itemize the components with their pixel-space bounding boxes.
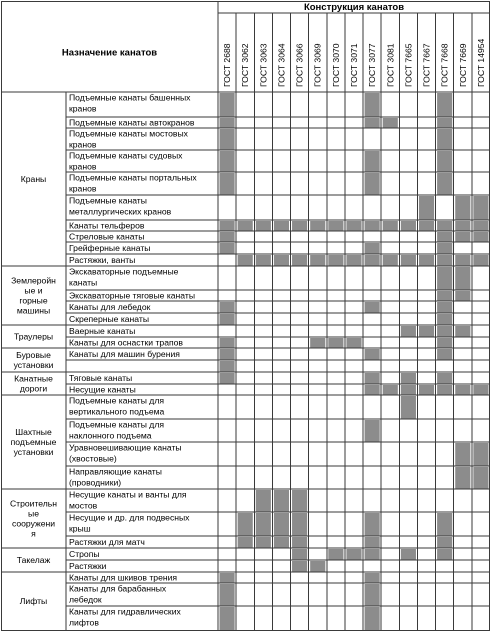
row-label: Растяжки, ванты [69, 255, 136, 265]
group-label: Такелаж [16, 555, 51, 565]
filled-cell [437, 338, 452, 348]
filled-cell [238, 255, 253, 266]
row-label: Экскаваторные подъемные [69, 266, 179, 277]
filled-cell [365, 573, 380, 583]
filled-cell [328, 338, 343, 348]
filled-cell [365, 118, 380, 128]
filled-cell [328, 255, 343, 266]
group-label: Строительн [9, 498, 58, 509]
filled-cell [365, 221, 380, 231]
filled-cell [220, 221, 235, 231]
filled-cell [220, 373, 235, 384]
row-label: Подъемные канаты автокранов [69, 117, 195, 128]
gost-header: ГОСТ 7669 [457, 43, 468, 87]
gost-header: ГОСТ 7667 [421, 43, 432, 87]
filled-cell [274, 221, 289, 231]
filled-cell [455, 467, 470, 489]
group-label: я [31, 528, 36, 539]
filled-cell [473, 221, 488, 231]
group-label: Землеройн [11, 275, 56, 286]
row-label: кранов [69, 161, 97, 172]
row-label: Тяговые канаты [69, 373, 133, 383]
row-label: Подъемные канаты башенных [69, 92, 191, 103]
filled-cell [473, 232, 488, 242]
gost-header: ГОСТ 14954 [475, 38, 486, 87]
row-label: Канаты для шкивов трения [69, 572, 178, 583]
row-label: Канаты для барабанных [69, 583, 167, 594]
filled-cell [455, 255, 470, 266]
row-label: Подъемные канаты портальных [69, 172, 197, 183]
group-label: установки [13, 447, 54, 457]
filled-cell [310, 255, 325, 266]
row-label: Растяжки [69, 561, 107, 571]
header-construction: Конструкция канатов [303, 2, 405, 13]
row-label: (хвостовые) [69, 453, 117, 464]
group-label: Краны [20, 174, 47, 184]
group-label: Канатные [14, 373, 53, 384]
row-label: Канаты для машин бурения [69, 349, 180, 359]
filled-cell [256, 221, 271, 231]
filled-cell [220, 338, 235, 348]
filled-cell [401, 255, 416, 266]
filled-cell [292, 513, 307, 536]
filled-cell [437, 118, 452, 128]
filled-cell [401, 396, 416, 419]
filled-cell [274, 490, 289, 512]
row-label: Канаты тельферов [69, 220, 145, 231]
filled-cell [437, 513, 452, 536]
filled-cell [437, 129, 452, 150]
filled-cell [220, 584, 235, 606]
filled-cell [365, 420, 380, 442]
row-label: Грейферные канаты [69, 243, 151, 253]
filled-cell [437, 93, 452, 117]
filled-cell [292, 549, 307, 560]
filled-cell [292, 561, 307, 572]
row-label: Стропы [69, 549, 100, 559]
filled-cell [437, 267, 452, 290]
row-label: лифтов [69, 617, 99, 628]
filled-cell [365, 537, 380, 548]
filled-cell [419, 255, 434, 266]
filled-cell [437, 385, 452, 395]
gost-header: ГОСТ 3077 [367, 43, 378, 87]
filled-cell [437, 151, 452, 172]
gost-header: ГОСТ 3062 [240, 43, 251, 87]
filled-cell [455, 291, 470, 301]
filled-cell [437, 314, 452, 325]
filled-cell [274, 513, 289, 536]
row-label: Ваерные канаты [69, 326, 136, 336]
gost-header: ГОСТ 2688 [222, 43, 233, 87]
header-purpose: Назначение канатов [61, 47, 158, 59]
filled-cell [437, 373, 452, 384]
filled-cell [419, 196, 434, 220]
row-label: (проводники) [69, 477, 122, 488]
filled-cell [473, 385, 488, 395]
filled-cell [473, 443, 488, 466]
gost-header: ГОСТ 7668 [439, 43, 450, 87]
filled-cell [256, 255, 271, 266]
row-label: кранов [69, 183, 97, 194]
row-label: наклонного подъема [69, 430, 152, 441]
gost-header: ГОСТ 3063 [258, 43, 269, 87]
group-label: Буровые [16, 350, 51, 360]
filled-cell [365, 373, 380, 384]
row-label: лебедок [69, 594, 102, 605]
filled-cell [256, 513, 271, 536]
filled-cell [455, 232, 470, 242]
filled-cell [383, 385, 398, 395]
filled-cell [328, 221, 343, 231]
filled-cell [419, 326, 434, 337]
filled-cell [437, 302, 452, 313]
filled-cell [365, 584, 380, 606]
filled-cell [401, 373, 416, 384]
filled-cell [346, 221, 361, 231]
row-label: крыш [69, 523, 91, 534]
filled-cell [455, 221, 470, 231]
gost-header: ГОСТ 3070 [330, 43, 341, 87]
filled-cell [220, 573, 235, 583]
row-label: Несущие канаты и ванты для [69, 489, 187, 500]
row-label: Канаты для оснастки трапов [69, 337, 183, 348]
row-label: кранов [69, 139, 97, 150]
filled-cell [455, 196, 470, 220]
filled-cell [419, 221, 434, 231]
filled-cell [437, 326, 452, 337]
row-label: Канаты для лебедок [69, 302, 151, 312]
filled-cell [220, 314, 235, 325]
gost-header: ГОСТ 3081 [385, 43, 396, 87]
row-label: Подъемные канаты мостовых [69, 128, 188, 139]
filled-cell [256, 537, 271, 548]
filled-cell [401, 549, 416, 560]
filled-cell [437, 349, 452, 360]
row-label: Несущие канаты [69, 384, 136, 395]
group-label: сооружени [11, 518, 56, 529]
filled-cell [220, 607, 235, 630]
filled-cell [437, 232, 452, 242]
filled-cell [473, 467, 488, 489]
row-label: Растяжки для матч [69, 537, 145, 547]
group-label: Траулеры [13, 331, 54, 342]
filled-cell [365, 349, 380, 360]
filled-cell [292, 221, 307, 231]
gost-header: ГОСТ 3066 [294, 43, 305, 87]
filled-cell [346, 338, 361, 348]
filled-cell [365, 549, 380, 560]
filled-cell [401, 326, 416, 337]
row-label: Несущие и др. для подвесных [69, 512, 190, 523]
filled-cell [220, 361, 235, 372]
row-label: металлургических кранов [69, 206, 172, 217]
filled-cell [383, 118, 398, 128]
filled-cell [437, 243, 452, 254]
filled-cell [419, 385, 434, 395]
filled-cell [238, 513, 253, 536]
row-label: Экскаваторные тяговые канаты [69, 290, 196, 301]
filled-cell [437, 549, 452, 560]
filled-cell [220, 118, 235, 128]
filled-cell [274, 255, 289, 266]
filled-cell [455, 443, 470, 466]
row-label: Подъемные канаты для [69, 395, 164, 406]
filled-cell [455, 385, 470, 395]
filled-cell [220, 173, 235, 195]
filled-cell [401, 221, 416, 231]
row-label: кранов [69, 103, 97, 114]
row-label: Стреловые канаты [69, 231, 145, 242]
filled-cell [274, 537, 289, 548]
filled-cell [365, 607, 380, 630]
gost-header: ГОСТ 3071 [349, 43, 359, 87]
filled-cell [310, 338, 325, 348]
group-label: машины [16, 305, 51, 316]
filled-cell [220, 243, 235, 254]
filled-cell [220, 349, 235, 360]
group-label: ые и [24, 285, 43, 296]
filled-cell [473, 196, 488, 220]
gost-header: ГОСТ 3069 [312, 43, 323, 87]
filled-cell [455, 267, 470, 290]
filled-cell [292, 537, 307, 548]
filled-cell [256, 490, 271, 512]
gost-header: ГОСТ 7665 [403, 43, 414, 87]
row-label: Подъемные канаты судовых [69, 150, 183, 161]
filled-cell [365, 385, 380, 395]
filled-cell [383, 221, 398, 231]
row-label: Подъемные канаты для [69, 419, 164, 430]
row-label: вертикального подъема [69, 406, 165, 417]
filled-cell [220, 232, 235, 242]
filled-cell [401, 385, 416, 395]
filled-cell [365, 243, 380, 254]
gost-header: ГОСТ 3064 [276, 43, 287, 87]
filled-cell [473, 255, 488, 266]
filled-cell [220, 151, 235, 172]
row-label: канаты [69, 277, 98, 288]
filled-cell [365, 173, 380, 195]
row-label: Направляющие канаты [69, 466, 162, 477]
filled-cell [220, 129, 235, 150]
row-label: Скреперные канаты [69, 314, 150, 324]
filled-cell [310, 561, 325, 572]
filled-cell [365, 513, 380, 536]
filled-cell [437, 173, 452, 195]
filled-cell [292, 490, 307, 512]
group-label: Шахтные [15, 427, 52, 437]
row-label: Канаты для гидравлических [69, 606, 181, 617]
filled-cell [365, 255, 380, 266]
filled-cell [365, 151, 380, 172]
filled-cell [238, 221, 253, 231]
filled-cell [220, 93, 235, 117]
filled-cell [220, 302, 235, 313]
group-label: подъемные [10, 437, 57, 447]
group-label: горные [19, 295, 48, 306]
filled-cell [346, 549, 361, 560]
filled-cell [346, 255, 361, 266]
filled-cell [437, 291, 452, 301]
group-label: Лифты [19, 596, 48, 606]
group-label: ые [28, 508, 39, 519]
group-label: дороги [19, 383, 48, 394]
filled-cell [328, 549, 343, 560]
row-label: Уравновешивающие канаты [69, 442, 182, 453]
filled-cell [238, 537, 253, 548]
filled-cell [455, 326, 470, 337]
filled-cell [437, 255, 452, 266]
filled-cell [383, 255, 398, 266]
filled-cell [292, 255, 307, 266]
filled-cell [437, 537, 452, 548]
filled-cell [365, 302, 380, 313]
row-label: мостов [69, 500, 98, 511]
group-label: установки [13, 360, 54, 370]
row-label: Подъемные канаты [69, 195, 147, 206]
filled-cell [437, 221, 452, 231]
filled-cell [365, 93, 380, 117]
filled-cell [310, 221, 325, 231]
